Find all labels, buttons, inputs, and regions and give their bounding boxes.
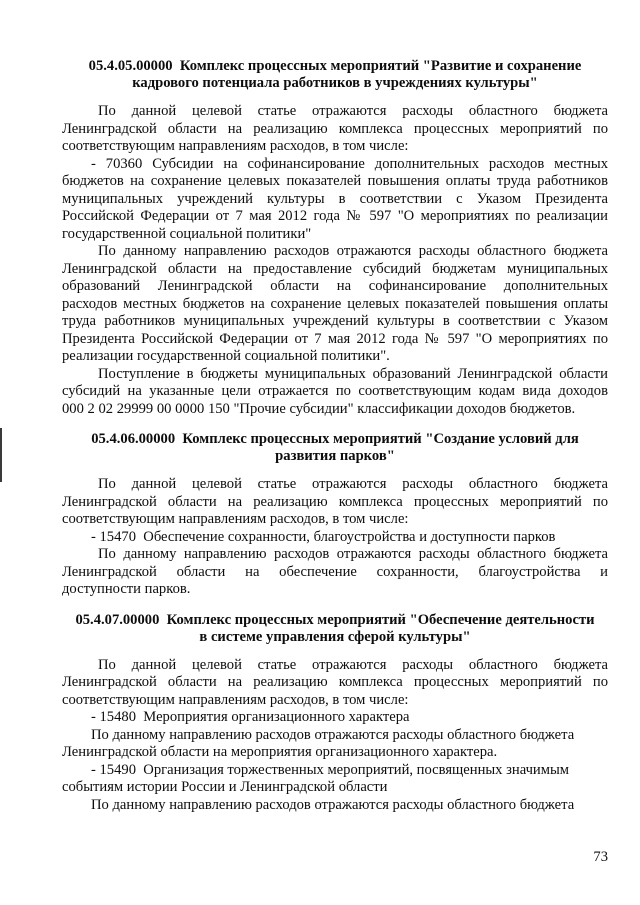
heading-line: 05.4.06.00000 Комплекс процессных мероприятий "Создание условий для xyxy=(91,431,579,447)
item-title xyxy=(62,156,608,244)
item-title-line: - 15490 Организация торжественных мероприятий, посвященных значимым xyxy=(91,761,570,778)
section-heading xyxy=(62,612,608,646)
item-title-line: муниципальных учреждений культуры в соответствии с Указом Президента xyxy=(62,190,608,207)
paragraph-line: расходов местных бюджетов на сохранение целевых показателей повышения оплаты xyxy=(62,295,608,312)
page-number: 73 xyxy=(593,849,608,865)
budget-item-15480 xyxy=(62,709,608,762)
paragraph-line: 000 2 02 29999 00 0000 150 "Прочие субсидии" классификации доходов бюджетов. xyxy=(62,400,576,417)
section-heading xyxy=(62,431,608,465)
budget-item-15490 xyxy=(62,762,608,815)
paragraph-line: соответствующим направлениям расходов, в том числе: xyxy=(62,691,409,708)
paragraph-line: Ленинградской области на реализацию комплекса процессных мероприятий по xyxy=(62,120,608,137)
paragraph-line: По данной целевой статье отражаются расходы областного бюджета xyxy=(98,476,608,492)
item-title xyxy=(62,709,608,727)
item-title-line: событиям истории России и Ленинградской области xyxy=(62,779,388,795)
paragraph-line: соответствующим направлениям расходов, в том числе: xyxy=(62,138,409,154)
intro-paragraph xyxy=(62,103,608,156)
section-05-4-06 xyxy=(62,431,608,599)
paragraph-line: Поступление в бюджеты муниципальных образований Ленинградской области xyxy=(98,365,608,382)
paragraph-line: реализации государственной социальной политики". xyxy=(62,348,390,364)
item-title-line: - 15480 Мероприятия организационного характера xyxy=(91,709,410,725)
revenue-note xyxy=(62,366,608,419)
paragraph-line: По данному направлению расходов отражаются расходы областного бюджета xyxy=(98,546,608,562)
section-05-4-05 xyxy=(62,58,608,418)
item-title-line: бюджетов на сохранение целевых показателей повышения оплаты труда работников xyxy=(62,173,608,189)
paragraph-line: субсидий на указанные цели отражается по соответствующим кодам вида доходов xyxy=(62,383,608,399)
paragraph-line: Президента Российской Федерации от 7 мая 2012 года № 597 "О мероприятиях по xyxy=(62,330,608,347)
item-description xyxy=(62,546,608,599)
item-title xyxy=(62,762,608,797)
paragraph-line: Ленинградской области на предоставление субсидий бюджетам муниципальных xyxy=(62,260,608,277)
item-title-line: - 15470 Обеспечение сохранности, благоустройства и доступности парков xyxy=(91,528,556,545)
section-heading xyxy=(62,58,608,92)
scan-edge-mark xyxy=(0,428,2,482)
paragraph-line: Ленинградской области на обеспечение сохранности, благоустройства и xyxy=(62,563,608,580)
item-title-line: государственной социальной политики" xyxy=(62,225,312,242)
budget-item-70360 xyxy=(62,156,608,419)
paragraph-line: Ленинградской области на мероприятия организационного характера. xyxy=(62,744,498,760)
paragraph-line: Ленинградской области на реализацию комплекса процессных мероприятий по xyxy=(62,493,608,510)
paragraph-line: По данному направлению расходов отражаются расходы областного бюджета xyxy=(91,796,575,813)
paragraph-line: образований Ленинградской области на софинансирование дополнительных xyxy=(62,278,608,294)
item-title-line: - 70360 Субсидии на софинансирование дополнительных расходов местных xyxy=(91,155,608,172)
heading-line: кадрового потенциала работников в учреждениях культуры" xyxy=(132,75,538,91)
heading-line: 05.4.05.00000 Комплекс процессных мероприятий "Развитие и сохранение xyxy=(88,58,582,74)
paragraph-line: По данному направлению расходов отражаются расходы областного бюджета xyxy=(98,243,608,259)
heading-line: развития парков" xyxy=(275,448,395,464)
paragraph-line: соответствующим направлениям расходов, в том числе: xyxy=(62,511,409,527)
item-description xyxy=(62,727,608,762)
item-title-line: Российской Федерации от 7 мая 2012 года № 597 "О мероприятиях по реализации xyxy=(62,208,608,224)
intro-paragraph xyxy=(62,476,608,529)
item-description xyxy=(62,797,608,815)
heading-line: 05.4.07.00000 Комплекс процессных мероприятий "Обеспечение деятельности xyxy=(75,611,595,628)
section-05-4-07 xyxy=(62,612,608,815)
paragraph-line: доступности парков. xyxy=(62,581,191,597)
item-description xyxy=(62,243,608,366)
intro-paragraph xyxy=(62,657,608,710)
paragraph-line: труда работников муниципальных учреждений культуры в соответствии с Указом xyxy=(62,313,608,329)
paragraph-line: Ленинградской области на реализацию комплекса процессных мероприятий по xyxy=(62,674,608,690)
heading-line: в системе управления сферой культуры" xyxy=(199,628,471,645)
budget-item-15470 xyxy=(62,529,608,599)
paragraph-line: По данной целевой статье отражаются расходы областного бюджета xyxy=(98,656,608,673)
document-page xyxy=(62,58,608,814)
paragraph-line: По данному направлению расходов отражаются расходы областного бюджета xyxy=(91,726,575,743)
item-title xyxy=(62,529,608,547)
paragraph-line: По данной целевой статье отражаются расходы областного бюджета xyxy=(98,103,608,119)
